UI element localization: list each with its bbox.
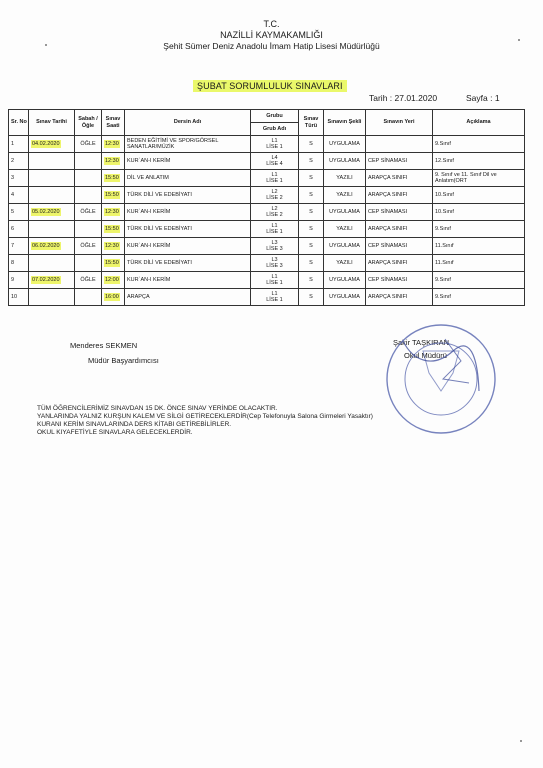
cell-no: 6 <box>9 221 29 238</box>
signature-left-role: Müdür Başyardımcısı <box>88 356 159 365</box>
cell-date <box>29 153 75 170</box>
cell-time-value: 12:30 <box>105 141 119 147</box>
table-header-row <box>9 110 525 123</box>
exam-schedule-table <box>8 109 525 306</box>
cell-type: S <box>299 255 324 272</box>
cell-place <box>366 136 433 153</box>
cell-group-code: L1 <box>271 172 278 178</box>
cell-time <box>102 272 125 289</box>
cell-time-value: 15:50 <box>105 226 119 232</box>
cell-place: ARAPÇA SINIFI <box>366 289 433 306</box>
cell-type: S <box>299 272 324 289</box>
table-row <box>9 153 525 170</box>
cell-group-code: L2 <box>271 189 278 195</box>
col-header-form: Sınavın Şekli <box>324 110 366 136</box>
cell-no: 4 <box>9 187 29 204</box>
cell-type: S <box>299 187 324 204</box>
cell-time <box>102 136 125 153</box>
cell-time <box>102 221 125 238</box>
cell-note: 11.Sınıf <box>433 238 525 255</box>
cell-no: 8 <box>9 255 29 272</box>
cell-place: ARAPÇA SINIFI <box>366 221 433 238</box>
cell-type: S <box>299 153 324 170</box>
cell-no: 2 <box>9 153 29 170</box>
cell-course: DİL VE ANLATIM <box>125 170 251 187</box>
cell-type: S <box>299 170 324 187</box>
cell-class-name: LİSE 1 <box>266 297 283 303</box>
cell-session <box>75 289 102 306</box>
cell-group <box>251 238 299 255</box>
cell-form: UYGULAMA <box>324 136 366 153</box>
cell-type: S <box>299 238 324 255</box>
cell-date-value: 07.02.2020 <box>32 277 60 283</box>
table-row <box>9 170 525 187</box>
cell-class-name: LİSE 1 <box>266 178 283 184</box>
col-header-group: Grubu <box>251 110 299 123</box>
cell-time <box>102 255 125 272</box>
cell-group <box>251 221 299 238</box>
cell-session: ÖĞLE <box>75 204 102 221</box>
cell-place: ARAPÇA SINIFI <box>366 187 433 204</box>
cell-place: ARAPÇA SINIFI <box>366 255 433 272</box>
cell-time <box>102 153 125 170</box>
cell-no: 7 <box>9 238 29 255</box>
cell-class-name: LİSE 2 <box>266 195 283 201</box>
signature-left-name: Menderes SEKMEN <box>70 341 138 350</box>
col-header-no: Sr. No <box>9 110 29 136</box>
cell-time <box>102 289 125 306</box>
cell-group <box>251 255 299 272</box>
cell-group-code: L2 <box>271 206 278 212</box>
cell-course: TÜRK DİLİ VE EDEBİYATI <box>125 187 251 204</box>
cell-type: S <box>299 136 324 153</box>
cell-session <box>75 187 102 204</box>
cell-date <box>29 238 75 255</box>
cell-form: UYGULAMA <box>324 272 366 289</box>
note-line-1: TÜM ÖĞRENCİLERİMİZ SINAVDAN 15 DK. ÖNCE SINAV YERİNDE OLACAKTIR. <box>37 405 278 412</box>
cell-group-code: L3 <box>271 240 278 246</box>
cell-note: 12.Sınıf <box>433 153 525 170</box>
cell-note: 9. Sınıf ve 11. Sınıf Dil ve Anlatım(ORT <box>433 170 525 187</box>
cell-session <box>75 153 102 170</box>
scan-speck <box>520 740 522 742</box>
cell-form: YAZILI <box>324 255 366 272</box>
cell-place: CEP SİNAMASI <box>366 272 433 289</box>
cell-date <box>29 187 75 204</box>
cell-place: CEP SİNAMASI <box>366 204 433 221</box>
cell-time <box>102 238 125 255</box>
cell-date-value: 05.02.2020 <box>32 209 60 215</box>
col-header-place: Sınavın Yeri <box>366 110 433 136</box>
cell-time-value: 12:30 <box>105 243 119 249</box>
cell-type: S <box>299 204 324 221</box>
signature-right-name: Şakir TAŞKIRAN <box>393 338 449 347</box>
cell-form: YAZILI <box>324 221 366 238</box>
cell-class-name: LİSE 2 <box>266 212 283 218</box>
cell-session: ÖĞLE <box>75 272 102 289</box>
scan-speck <box>45 44 47 46</box>
cell-note: 10.Sınıf <box>433 187 525 204</box>
cell-date <box>29 255 75 272</box>
cell-group <box>251 272 299 289</box>
cell-group-code: L1 <box>271 274 278 280</box>
cell-time <box>102 170 125 187</box>
cell-date <box>29 204 75 221</box>
cell-date <box>29 136 75 153</box>
table-row <box>9 272 525 289</box>
table-row <box>9 136 525 153</box>
cell-group <box>251 204 299 221</box>
cell-class-name: LİSE 1 <box>266 144 283 150</box>
cell-date-value: 06.02.2020 <box>32 243 60 249</box>
cell-session <box>75 221 102 238</box>
cell-note: 9.Sınıf <box>433 221 525 238</box>
cell-course: BEDEN EĞİTİMİ VE SPOR/GÖRSEL SANATLAR/MÜZİK <box>125 136 251 153</box>
cell-note: 10.Sınıf <box>433 204 525 221</box>
signature-right-role: Okul Müdürü <box>404 351 447 360</box>
cell-group-code: L1 <box>271 223 278 229</box>
cell-group <box>251 153 299 170</box>
header-tc: T.C. <box>263 19 280 29</box>
header-district: NAZİLLİ KAYMAKAMLIĞI <box>220 30 323 40</box>
cell-course: TÜRK DİLİ VE EDEBİYATI <box>125 221 251 238</box>
cell-group-code: L1 <box>271 138 278 144</box>
cell-form: YAZILI <box>324 170 366 187</box>
cell-time <box>102 204 125 221</box>
cell-course: KUR`AN-I KERİM <box>125 153 251 170</box>
cell-place: CEP SİNAMASI <box>366 238 433 255</box>
cell-place: ARAPÇA SINIFI <box>366 170 433 187</box>
cell-form: UYGULAMA <box>324 238 366 255</box>
table-body <box>9 136 525 306</box>
cell-course: KUR`AN-I KERİM <box>125 204 251 221</box>
col-header-course: Dersin Adı <box>125 110 251 136</box>
table-row <box>9 255 525 272</box>
col-header-time: Sınav Saati <box>102 110 125 136</box>
cell-session: ÖĞLE <box>75 136 102 153</box>
cell-date-value: 04.02.2020 <box>32 141 60 147</box>
page-label: Sayfa : 1 <box>466 93 500 103</box>
cell-note: 11.Sınıf <box>433 255 525 272</box>
cell-date <box>29 221 75 238</box>
header-school: Şehit Sümer Deniz Anadolu İmam Hatip Lisesi Müdürlüğü <box>163 41 380 51</box>
school-seal-stamp <box>383 321 499 437</box>
cell-group <box>251 289 299 306</box>
table-row <box>9 221 525 238</box>
cell-group-code: L4 <box>271 155 278 161</box>
cell-course: KUR`AN-I KERİM <box>125 238 251 255</box>
cell-time-value: 12:30 <box>105 158 119 164</box>
cell-session: ÖĞLE <box>75 238 102 255</box>
col-header-session: Sabah / Öğle <box>75 110 102 136</box>
cell-class-name: LİSE 3 <box>266 246 283 252</box>
cell-no: 5 <box>9 204 29 221</box>
col-header-class: Grub Adı <box>251 123 299 136</box>
cell-note: 9.Sınıf <box>433 272 525 289</box>
cell-type: S <box>299 289 324 306</box>
cell-class-name: LİSE 3 <box>266 263 283 269</box>
cell-class-name: LİSE 1 <box>266 280 283 286</box>
cell-note: 9.Sınıf <box>433 289 525 306</box>
cell-form: UYGULAMA <box>324 204 366 221</box>
col-header-type: Sınav Türü <box>299 110 324 136</box>
cell-time <box>102 187 125 204</box>
date-label: Tarih : 27.01.2020 <box>369 93 438 103</box>
cell-course: ARAPÇA <box>125 289 251 306</box>
table-row <box>9 204 525 221</box>
cell-date <box>29 272 75 289</box>
cell-class-name: LİSE 1 <box>266 229 283 235</box>
cell-course: KUR`AN-I KERİM <box>125 272 251 289</box>
cell-no: 3 <box>9 170 29 187</box>
cell-time-value: 15:50 <box>105 175 119 181</box>
note-line-2: YANLARINDA YALNIZ KURŞUN KALEM VE SİLGİ GETİRECEKLERDİR(Cep Telefonuyla Salona Girmeleri Yasaktır) <box>37 413 373 420</box>
cell-group <box>251 187 299 204</box>
cell-time-value: 12:00 <box>105 277 119 283</box>
note-line-4: OKUL KIYAFETİYLE SINAVLARA GELECEKLERDİR. <box>37 429 193 436</box>
cell-form: YAZILI <box>324 187 366 204</box>
cell-class-name: LİSE 4 <box>266 161 283 167</box>
table-row <box>9 289 525 306</box>
cell-time-value: 12:30 <box>105 209 119 215</box>
table-row <box>9 187 525 204</box>
cell-time-value: 16:00 <box>105 294 119 300</box>
cell-no: 9 <box>9 272 29 289</box>
scan-speck <box>518 39 520 41</box>
cell-form: UYGULAMA <box>324 289 366 306</box>
cell-group-code: L3 <box>271 257 278 263</box>
document-title: ŞUBAT SORUMLULUK SINAVLARI <box>193 80 347 92</box>
table-row <box>9 238 525 255</box>
cell-type: S <box>299 221 324 238</box>
cell-note: 9.Sınıf <box>433 136 525 153</box>
cell-course: TÜRK DİLİ VE EDEBİYATI <box>125 255 251 272</box>
note-line-3: KURANI KERİM SINAVLARINDA DERS KİTABI GETİREBİLİRLER. <box>37 421 232 428</box>
cell-time-value: 15:50 <box>105 260 119 266</box>
cell-no: 1 <box>9 136 29 153</box>
cell-session <box>75 170 102 187</box>
col-header-note: Açıklama <box>433 110 525 136</box>
col-header-date: Sınav Tarihi <box>29 110 75 136</box>
cell-group-code: L1 <box>271 291 278 297</box>
cell-place: CEP SİNAMASI <box>366 153 433 170</box>
cell-date <box>29 170 75 187</box>
cell-date <box>29 289 75 306</box>
cell-group <box>251 170 299 187</box>
cell-session <box>75 255 102 272</box>
cell-group <box>251 136 299 153</box>
cell-time-value: 15:50 <box>105 192 119 198</box>
cell-form: UYGULAMA <box>324 153 366 170</box>
cell-no: 10 <box>9 289 29 306</box>
